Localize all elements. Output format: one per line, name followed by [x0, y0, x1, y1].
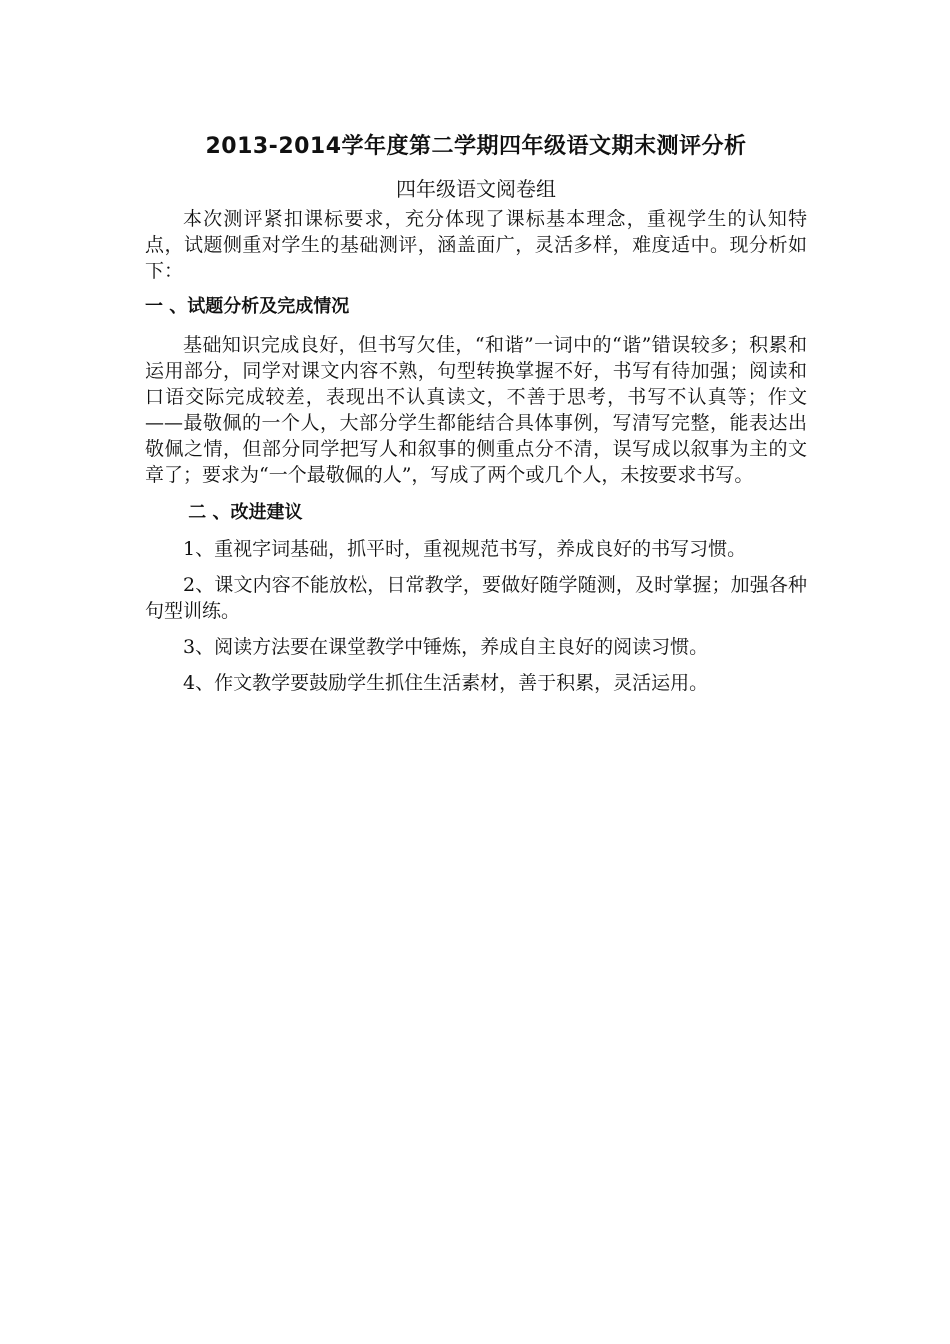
suggestion-item: 4、作文教学要鼓励学生抓住生活素材，善于积累，灵活运用。	[183, 672, 709, 694]
suggestion-item: 1、重视字词基础，抓平时，重视规范书写，养成良好的书写习惯。	[183, 538, 747, 560]
document-title: 2013-2014学年度第二学期四年级语文期末测评分析	[205, 134, 747, 159]
document-page	[145, 130, 807, 706]
suggestion-item: 3、阅读方法要在课堂教学中锤炼，养成自主良好的阅读习惯。	[183, 636, 709, 658]
section2-heading: 二 、改进建议	[188, 502, 303, 523]
suggestion-item: 2、课文内容不能放松，日常教学，要做好随学随测，及时掌握；加强各种句型训练。	[145, 574, 807, 622]
document-subtitle: 四年级语文阅卷组	[396, 177, 556, 201]
section1-paragraph: 基础知识完成良好，但书写欠佳，“和谐”一词中的“谐”错误较多；积累和运用部分，同学对课文内容不熟，句型转换掌握不好，书写有待加强；阅读和口语交际完成较差，表现出不认真读文，不善于思考，书写不认真等；作文——最敬佩的一个人，大部分学生都能结合具体事例，写清写完整，能表达出敬佩之情，但部分同学把写人和叙事的侧重点分不清，误写成以叙事为主的文章了；要求为“一个最敬佩的人”，写成了两个或几个人，未按要求书写。	[145, 334, 807, 486]
intro-paragraph: 本次测评紧扣课标要求，充分体现了课标基本理念，重视学生的认知特点，试题侧重对学生的基础测评，涵盖面广，灵活多样，难度适中。现分析如下：	[145, 208, 807, 282]
section1-heading: 一 、试题分析及完成情况	[145, 296, 350, 317]
